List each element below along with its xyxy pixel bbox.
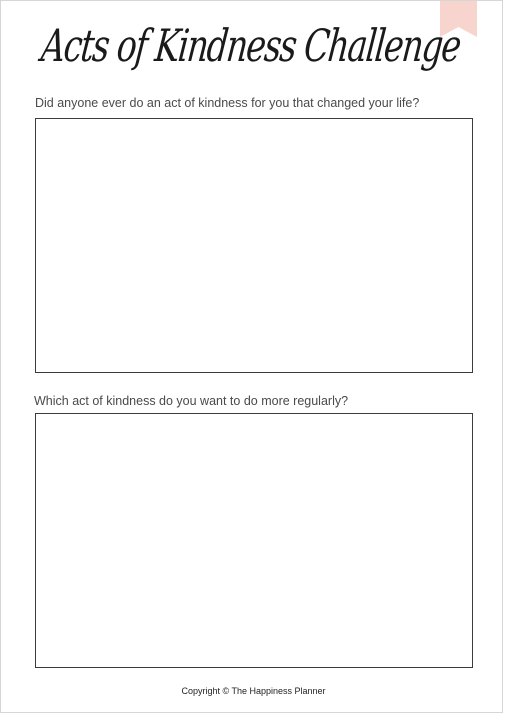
question-2-label: Which act of kindness do you want to do more regularly? [34,394,349,408]
question-2-answer-box[interactable] [35,413,473,668]
question-1-answer-box[interactable] [35,118,473,373]
copyright-footer: Copyright © The Happiness Planner [181,686,326,696]
question-1-label: Did anyone ever do an act of kindness for you that changed your life? [35,96,420,110]
page-title: Acts of Kindness Challenge [39,19,463,72]
